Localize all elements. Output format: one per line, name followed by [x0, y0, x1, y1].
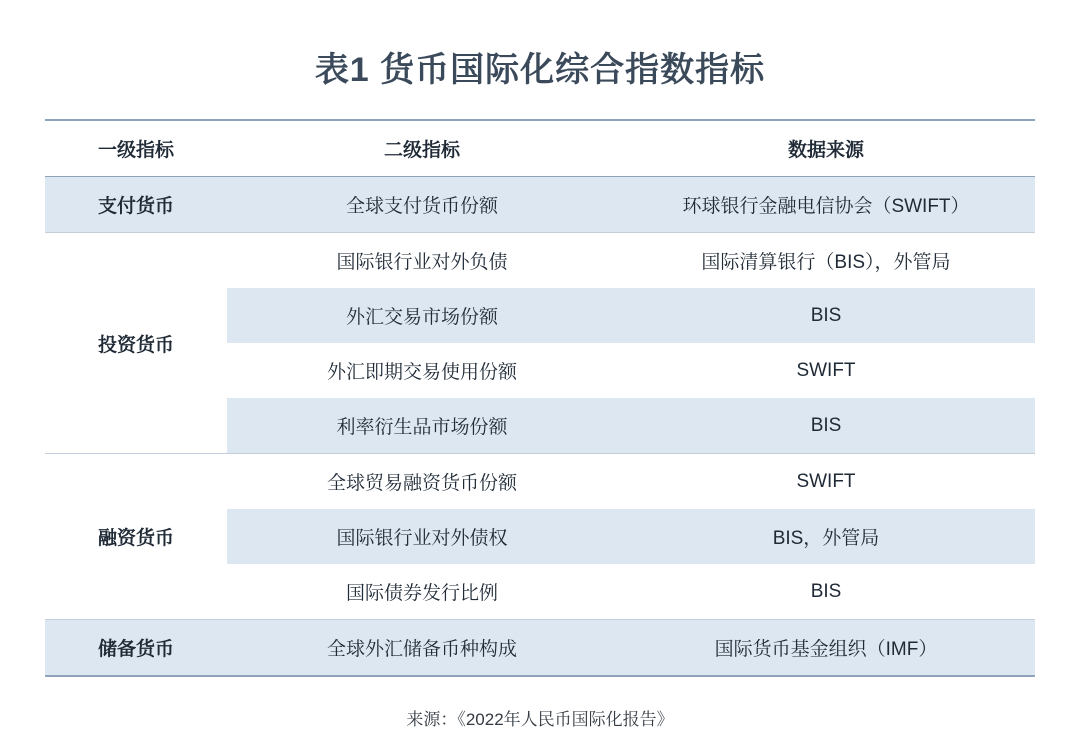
category-cell: 支付货币: [45, 177, 227, 233]
table-head: [45, 120, 1035, 177]
table-body: [45, 177, 1035, 677]
indicator-cell: 利率衍生品市场份额: [227, 398, 617, 454]
source-cell: BIS: [617, 398, 1035, 454]
column-header-secondary-indicator: 二级指标: [227, 120, 617, 177]
indicator-cell: 国际债券发行比例: [227, 564, 617, 620]
category-cell: 储备货币: [45, 620, 227, 677]
table-header-row: [45, 120, 1035, 177]
source-cell: 国际货币基金组织（IMF）: [617, 620, 1035, 677]
table-row: [45, 620, 1035, 677]
indicator-table: [45, 119, 1035, 677]
source-cell: SWIFT: [617, 343, 1035, 398]
indicator-cell: 全球外汇储备币种构成: [227, 620, 617, 677]
source-note: 来源：《2022年人民币国际化报告》: [406, 710, 674, 729]
indicator-cell: 外汇即期交易使用份额: [227, 343, 617, 398]
category-cell: 融资货币: [45, 454, 227, 620]
column-header-data-source: 数据来源: [617, 120, 1035, 177]
indicator-cell: 全球支付货币份额: [227, 177, 617, 233]
column-header-primary-indicator: 一级指标: [45, 120, 227, 177]
source-cell: 国际清算银行（BIS），外管局: [617, 233, 1035, 289]
source-cell: BIS: [617, 288, 1035, 343]
source-cell: BIS，外管局: [617, 509, 1035, 564]
indicator-cell: 国际银行业对外债权: [227, 509, 617, 564]
table-row: [45, 454, 1035, 510]
indicator-cell: 国际银行业对外负债: [227, 233, 617, 289]
table-row: [45, 177, 1035, 233]
indicator-cell: 外汇交易市场份额: [227, 288, 617, 343]
indicator-cell: 全球贸易融资货币份额: [227, 454, 617, 510]
table-row: [45, 233, 1035, 289]
table-container: [45, 119, 1035, 677]
source-cell: BIS: [617, 564, 1035, 620]
source-cell: SWIFT: [617, 454, 1035, 510]
category-cell: 投资货币: [45, 233, 227, 454]
page-title: 表1 货币国际化综合指数指标: [314, 51, 766, 89]
source-cell: 环球银行金融电信协会（SWIFT）: [617, 177, 1035, 233]
